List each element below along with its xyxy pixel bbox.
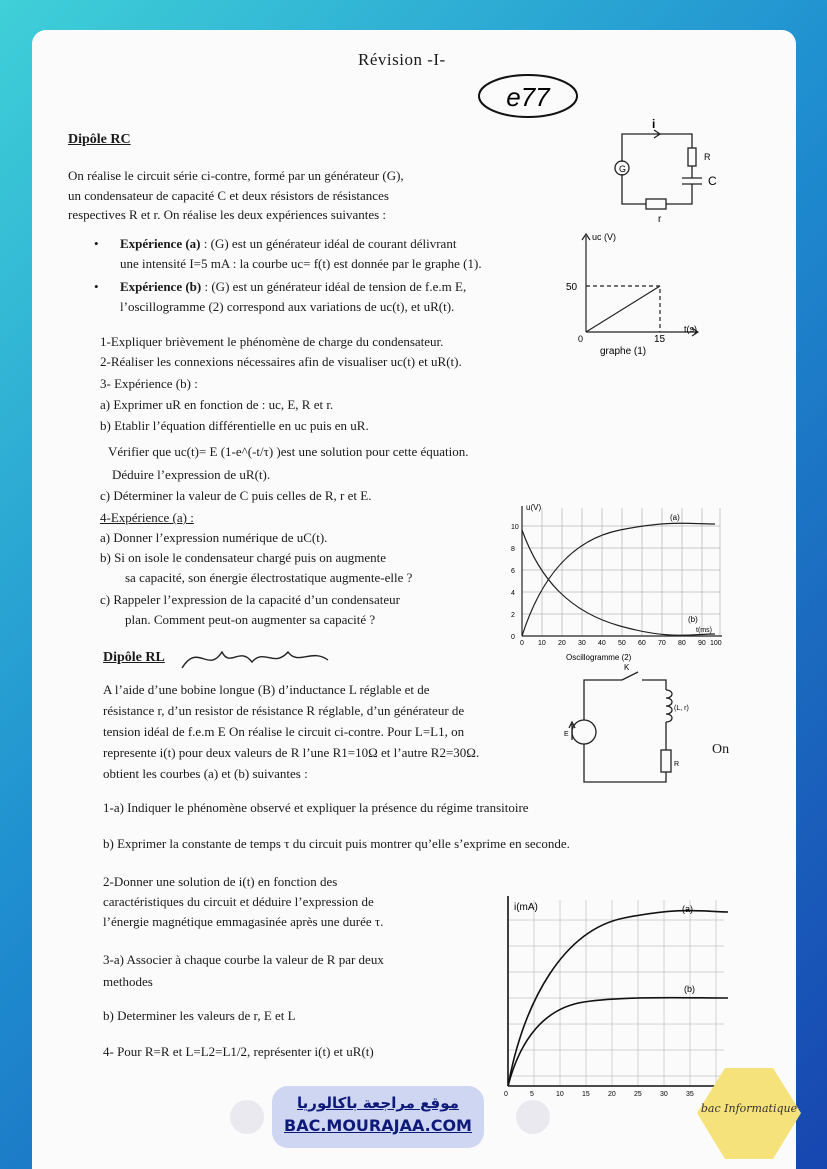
handwritten-signature	[178, 638, 338, 678]
bac-informatique-logo	[695, 1066, 803, 1161]
question-3b-verify: Vérifier que uc(t)= E (1-e^(-t/τ) )est une solution pour cette équation.	[108, 444, 469, 459]
osc-ytick: 8	[511, 546, 515, 553]
graph1-ylabel: uc (V)	[592, 232, 617, 242]
rl-resistor-label: R	[674, 761, 680, 768]
rl-graph-curve-a: (a)	[682, 904, 693, 914]
rl-graph-xtick: 20	[608, 1091, 616, 1098]
rc-intro-line: un condensateur de capacité C et deux résistors de résistances	[68, 188, 389, 203]
osc-xtick: 100	[710, 640, 722, 647]
rl-question-3a: 3-a) Associer à chaque courbe la valeur de R par deux	[103, 952, 384, 967]
annotation-text: e77	[506, 82, 550, 112]
osc-xtick: 0	[520, 640, 524, 647]
annotation-circle	[476, 70, 580, 122]
rl-graph-xtick: 35	[686, 1091, 694, 1098]
rl-question-3a-cont: methodes	[103, 974, 153, 989]
osc-xtick: 50	[618, 640, 626, 647]
osc-ytick: 2	[511, 612, 515, 619]
osc-xtick: 40	[598, 640, 606, 647]
experience-a-text: : (G) est un générateur idéal de courant délivrant	[200, 236, 457, 251]
osc-ylabel: u(V)	[526, 503, 542, 512]
question-4c: c) Rappeler l’expression de la capacité d’un condensateur	[100, 592, 400, 607]
graph1-origin: 0	[578, 334, 584, 344]
question-4b-cont: sa capacité, son énergie électrostatique augmente-elle ?	[125, 570, 413, 585]
experience-b-line	[120, 279, 466, 295]
logo-text: bac Informatique	[700, 1102, 798, 1115]
rl-graph-xtick: 10	[556, 1091, 564, 1098]
oscillogram-2	[510, 500, 724, 664]
section-heading-rl: Dipôle RL	[103, 650, 165, 665]
graph1-xtick: 15	[654, 334, 666, 345]
site-badge[interactable]	[272, 1086, 484, 1148]
experience-a-line2: une intensité I=5 mA : la courbe uc= f(t) est donnée par le graphe (1).	[120, 256, 482, 271]
osc-xtick: 20	[558, 640, 566, 647]
graph1-xlabel: t(s)	[684, 324, 697, 334]
osc-ytick: 4	[511, 590, 515, 597]
rl-graph-xtick: 25	[634, 1091, 642, 1098]
experience-b-line2: l’oscillogramme (2) correspond aux variations de uc(t), et uR(t).	[120, 299, 455, 314]
osc-xtick: 90	[698, 640, 706, 647]
osc-ytick: 10	[511, 524, 519, 531]
question-4a: a) Donner l’expression numérique de uC(t).	[100, 530, 328, 545]
rl-graph-xtick: 15	[582, 1091, 590, 1098]
rl-question-2: l’énergie magnétique emmagasinée après une durée τ.	[103, 914, 384, 929]
rc-gen-label: G	[619, 164, 627, 174]
question-3a: a) Exprimer uR en fonction de : uc, E, R et r.	[100, 397, 334, 412]
experience-b-label: Expérience (b)	[120, 279, 202, 294]
experience-a-label: Expérience (a)	[120, 236, 201, 251]
rl-side-note: On	[712, 742, 730, 757]
rl-coil-label: (L, r)	[674, 705, 689, 712]
rl-intro-line: represente i(t) pour deux valeurs de R l’une R1=10Ω et l’autre R2=30Ω.	[103, 745, 480, 760]
question-2: 2-Réaliser les connexions nécessaires afin de visualiser uc(t) et uR(t).	[100, 354, 462, 369]
page-title: Révision -I-	[358, 50, 446, 69]
graph1-caption: graphe (1)	[600, 346, 647, 357]
experience-a-line	[120, 236, 456, 252]
rc-R-label: R	[704, 152, 711, 162]
question-3c: c) Déterminer la valeur de C puis celles de R, r et E.	[100, 488, 372, 503]
rl-question-2: caractéristiques du circuit et déduire l’expression de	[103, 894, 374, 909]
osc-xtick: 70	[658, 640, 666, 647]
osc-ytick: 0	[511, 634, 515, 641]
rl-question-3b: b) Determiner les valeurs de r, E et L	[103, 1008, 296, 1023]
rc-r-label: r	[658, 214, 662, 225]
osc-xtick: 10	[538, 640, 546, 647]
site-name-arabic: موقع مراجعة باكالوريا	[297, 1094, 459, 1112]
rl-question-1b: b) Exprimer la constante de temps τ du circuit puis montrer qu’elle s’exprime en seconde.	[103, 836, 570, 851]
rc-circuit-diagram	[608, 116, 728, 225]
rl-question-1a: 1-a) Indiquer le phénomène observé et expliquer la présence du régime transitoire	[103, 800, 529, 815]
rl-intro-line: A l’aide d’une bobine longue (B) d’inductance L réglable et de	[103, 682, 430, 697]
osc-xtick: 30	[578, 640, 586, 647]
question-3-title: 3- Expérience (b) :	[100, 376, 198, 391]
rl-switch-label: K	[624, 663, 630, 672]
question-4b: b) Si on isole le condensateur chargé puis on augmente	[100, 550, 387, 565]
rl-graph-xtick: 30	[660, 1091, 668, 1098]
rl-intro-line: tension idéal de f.e.m E On réalise le circuit ci-contre. Pour L=L1, on	[103, 724, 465, 739]
osc-curve-a: (a)	[670, 513, 680, 522]
rl-graph-curve-b: (b)	[684, 984, 695, 994]
rc-intro-line: On réalise le circuit série ci-contre, formé par un générateur (G),	[68, 168, 404, 183]
osc-ytick: 6	[511, 568, 515, 575]
right-mini-logo	[516, 1100, 550, 1134]
left-mini-logo	[230, 1100, 264, 1134]
question-3b: b) Etablir l’équation différentielle en uc puis en uR.	[100, 418, 369, 433]
rl-graph-xtick: 0	[504, 1091, 508, 1098]
site-url-link[interactable]: BAC.MOURAJAA.COM	[284, 1116, 472, 1135]
osc-xlabel: t(ms)	[696, 627, 712, 634]
graph-1	[560, 228, 710, 360]
rl-question-4: 4- Pour R=R et L=L2=L1/2, représenter i(t) et uR(t)	[103, 1044, 374, 1059]
question-4-title: 4-Expérience (a) :	[100, 510, 194, 525]
osc-caption: Oscillogramme (2)	[566, 653, 632, 662]
section-heading-rc: Dipôle RC	[68, 132, 131, 147]
rc-intro-line: respectives R et r. On réalise les deux expériences suivantes :	[68, 207, 387, 222]
rc-current-label: i	[652, 117, 656, 131]
osc-curve-b: (b)	[688, 615, 698, 624]
rl-question-2: 2-Donner une solution de i(t) en fonction des	[103, 874, 338, 889]
question-1: 1-Expliquer brièvement le phénomène de charge du condensateur.	[100, 334, 444, 349]
experience-b-text: : (G) est un générateur idéal de tension de f.e.m E,	[201, 279, 467, 294]
rl-circuit-diagram	[560, 660, 690, 790]
rc-C-label: C	[708, 174, 717, 188]
rl-intro-line: obtient les courbes (a) et (b) suivantes :	[103, 766, 308, 781]
osc-xtick: 80	[678, 640, 686, 647]
rl-gen-label: E	[564, 731, 569, 738]
osc-xtick: 60	[638, 640, 646, 647]
rl-graph-ylabel: i(mA)	[514, 902, 538, 913]
question-3b-deduce: Déduire l’expression de uR(t).	[112, 467, 271, 482]
rl-graph-xtick: 5	[530, 1091, 534, 1098]
question-4c-cont: plan. Comment peut-on augmenter sa capacité ?	[125, 612, 376, 627]
rl-intro-line: résistance r, d’un resistor de résistance R réglable, d’un générateur de	[103, 703, 465, 718]
graph1-ytick: 50	[566, 282, 578, 293]
